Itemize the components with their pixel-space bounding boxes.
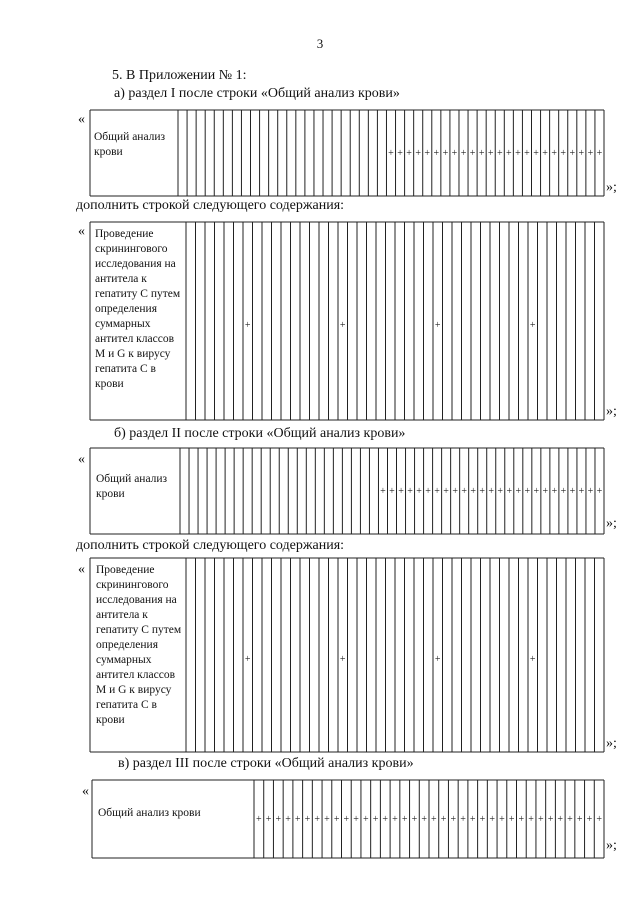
plus-mark: + (314, 814, 321, 825)
plus-mark: + (576, 814, 583, 825)
plus-mark: + (551, 486, 558, 497)
plus-mark: + (388, 148, 394, 159)
plus-mark: + (551, 148, 557, 159)
plus-mark: + (542, 148, 548, 159)
row-label-screening: Проведение скринингового исследования на антитела к гепатиту С путем определения суммарных антител классов M и G к вирусу гепатита С в крови (96, 564, 182, 726)
plus-mark: + (244, 320, 251, 331)
plus-mark: + (415, 148, 422, 159)
supplement-intro: дополнить строкой следующего содержания: (76, 198, 345, 213)
plus-mark: + (497, 486, 504, 497)
plus-mark: + (434, 654, 441, 665)
plus-mark: + (567, 814, 573, 825)
plus-mark: + (524, 148, 530, 159)
plus-mark: + (452, 486, 458, 497)
plus-mark: + (424, 148, 431, 159)
plus-mark: + (496, 148, 503, 159)
plus-mark: + (488, 486, 495, 497)
plus-mark: + (416, 486, 422, 497)
row-label-screening: Проведение скринингового исследования на антитела к гепатиту С путем определения суммарных антител классов M и G к вирусу гепатита С в крови (95, 228, 181, 390)
plus-mark: + (560, 148, 567, 159)
row-label-blood-test: Общий анализ крови (98, 807, 201, 819)
open-quote: « (78, 562, 85, 577)
open-quote: « (78, 452, 85, 467)
plus-mark: + (460, 148, 467, 159)
plus-mark: + (421, 814, 427, 825)
plus-mark: + (479, 814, 486, 825)
plus-mark: + (407, 486, 413, 497)
plus-mark: + (411, 814, 418, 825)
plus-mark: + (397, 148, 403, 159)
plus-mark: + (533, 486, 540, 497)
plus-mark: + (450, 814, 457, 825)
plus-mark: + (440, 814, 447, 825)
row-label-blood-test: Общий анализ крови (96, 473, 168, 500)
plus-mark: + (469, 814, 476, 825)
plus-mark: + (560, 486, 567, 497)
plus-mark: + (433, 148, 440, 159)
plus-mark: + (586, 814, 593, 825)
plus-mark: + (244, 654, 251, 665)
plus-mark: + (434, 486, 440, 497)
plus-mark: + (508, 814, 515, 825)
plus-mark: + (547, 814, 554, 825)
plus-mark: + (515, 148, 521, 159)
close-quote: »; (606, 180, 617, 195)
close-quote: »; (606, 404, 617, 419)
plus-mark: + (578, 148, 585, 159)
open-quote: « (82, 784, 89, 799)
plus-mark: + (343, 814, 350, 825)
plus-mark: + (506, 148, 512, 159)
plus-mark: + (542, 486, 549, 497)
plus-mark: + (380, 486, 386, 497)
plus-mark: + (443, 486, 449, 497)
plus-mark: + (442, 148, 449, 159)
plus-mark: + (382, 814, 389, 825)
plus-mark: + (451, 148, 458, 159)
page-number: 3 (316, 36, 324, 51)
plus-mark: + (596, 148, 603, 159)
plus-mark: + (518, 814, 525, 825)
plus-mark: + (533, 148, 539, 159)
plus-mark: + (406, 148, 412, 159)
plus-mark: + (304, 814, 311, 825)
plus-mark: + (431, 814, 437, 825)
open-quote: « (78, 112, 85, 127)
plus-mark: + (294, 814, 301, 825)
plus-mark: + (528, 814, 534, 825)
plus-mark: + (425, 486, 431, 497)
plus-mark: + (333, 814, 340, 825)
plus-mark: + (529, 654, 536, 665)
section-b-intro: б) раздел II после строки «Общий анализ крови» (114, 426, 406, 441)
plus-mark: + (265, 814, 272, 825)
plus-mark: + (275, 814, 282, 825)
plus-mark: + (362, 814, 369, 825)
plus-mark: + (324, 814, 330, 825)
plus-mark: + (587, 148, 594, 159)
plus-mark: + (339, 654, 346, 665)
section-c-intro: в) раздел III после строки «Общий анализ крови» (118, 756, 414, 771)
plus-mark: + (587, 486, 594, 497)
plus-mark: + (524, 486, 531, 497)
plus-mark: + (434, 320, 441, 331)
plus-mark: + (478, 148, 485, 159)
plus-mark: + (537, 814, 544, 825)
close-quote: »; (606, 838, 617, 853)
plus-mark: + (372, 814, 379, 825)
plus-mark: + (499, 814, 505, 825)
plus-mark: + (470, 486, 477, 497)
item-heading: 5. В Приложении № 1: (112, 68, 247, 83)
plus-mark: + (256, 814, 262, 825)
plus-mark: + (596, 814, 602, 825)
close-quote: »; (606, 516, 617, 531)
plus-mark: + (285, 814, 291, 825)
plus-mark: + (389, 486, 395, 497)
supplement-intro: дополнить строкой следующего содержания: (76, 538, 345, 553)
plus-mark: + (469, 148, 476, 159)
plus-mark: + (460, 814, 466, 825)
plus-mark: + (392, 814, 398, 825)
open-quote: « (78, 224, 85, 239)
plus-mark: + (569, 486, 576, 497)
plus-mark: + (401, 814, 408, 825)
plus-mark: + (569, 148, 576, 159)
plus-mark: + (398, 486, 404, 497)
close-quote: »; (606, 736, 617, 751)
plus-mark: + (461, 486, 467, 497)
plus-mark: + (479, 486, 486, 497)
row-label-blood-test: Общий анализ крови (94, 131, 166, 158)
plus-mark: + (557, 814, 564, 825)
plus-mark: + (487, 148, 494, 159)
plus-mark: + (529, 320, 536, 331)
section-a-intro: а) раздел I после строки «Общий анализ крови» (114, 86, 400, 101)
plus-mark: + (353, 814, 359, 825)
plus-mark: + (506, 486, 513, 497)
plus-mark: + (578, 486, 585, 497)
plus-mark: + (596, 486, 603, 497)
plus-mark: + (339, 320, 346, 331)
plus-mark: + (515, 486, 522, 497)
plus-mark: + (489, 814, 496, 825)
